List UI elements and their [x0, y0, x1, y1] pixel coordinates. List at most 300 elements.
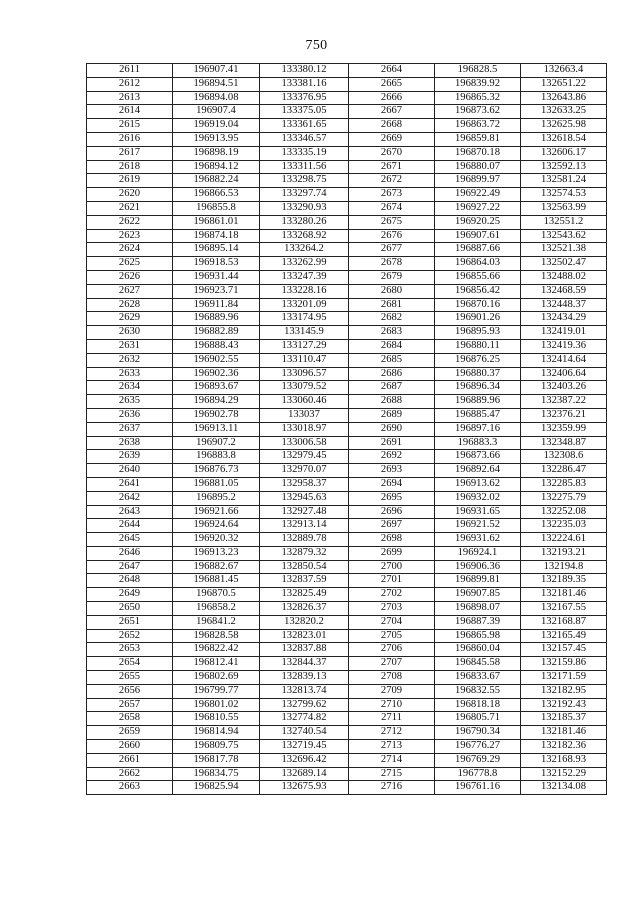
- y-coordinate-left-cell: 133376.95: [260, 91, 349, 105]
- x-coordinate-right-cell: 196833.67: [435, 671, 521, 685]
- point-number-left-cell: 2625: [87, 257, 173, 271]
- x-coordinate-right-cell: 196828.5: [435, 64, 521, 78]
- point-number-left-cell: 2619: [87, 174, 173, 188]
- y-coordinate-left-cell: 132719.45: [260, 740, 349, 754]
- point-number-left-cell: 2637: [87, 422, 173, 436]
- point-number-right-cell: 2674: [349, 201, 435, 215]
- y-coordinate-right-cell: 132574.53: [521, 188, 607, 202]
- point-number-left-cell: 2618: [87, 160, 173, 174]
- x-coordinate-right-cell: 196790.34: [435, 726, 521, 740]
- x-coordinate-left-cell: 196834.75: [173, 767, 260, 781]
- y-coordinate-right-cell: 132168.93: [521, 753, 607, 767]
- x-coordinate-left-cell: 196874.18: [173, 229, 260, 243]
- x-coordinate-right-cell: 196897.16: [435, 422, 521, 436]
- point-number-left-cell: 2630: [87, 326, 173, 340]
- point-number-right-cell: 2710: [349, 698, 435, 712]
- x-coordinate-right-cell: 196922.49: [435, 188, 521, 202]
- y-coordinate-left-cell: 132837.88: [260, 643, 349, 657]
- point-number-left-cell: 2634: [87, 381, 173, 395]
- table-row: [87, 284, 607, 298]
- point-number-left-cell: 2631: [87, 339, 173, 353]
- point-number-right-cell: 2664: [349, 64, 435, 78]
- y-coordinate-left-cell: 133268.92: [260, 229, 349, 243]
- point-number-right-cell: 2716: [349, 781, 435, 795]
- point-number-left-cell: 2623: [87, 229, 173, 243]
- point-number-left-cell: 2632: [87, 353, 173, 367]
- table-row: [87, 132, 607, 146]
- x-coordinate-right-cell: 196860.04: [435, 643, 521, 657]
- y-coordinate-left-cell: 132799.62: [260, 698, 349, 712]
- y-coordinate-right-cell: 132192.43: [521, 698, 607, 712]
- x-coordinate-left-cell: 196876.73: [173, 464, 260, 478]
- table-row: [87, 588, 607, 602]
- point-number-right-cell: 2675: [349, 215, 435, 229]
- point-number-right-cell: 2683: [349, 326, 435, 340]
- table-row: [87, 339, 607, 353]
- x-coordinate-left-cell: 196913.11: [173, 422, 260, 436]
- x-coordinate-right-cell: 196883.3: [435, 436, 521, 450]
- table-row: [87, 77, 607, 91]
- y-coordinate-right-cell: 132152.29: [521, 767, 607, 781]
- y-coordinate-right-cell: 132406.64: [521, 367, 607, 381]
- y-coordinate-left-cell: 132879.32: [260, 546, 349, 560]
- table-row: [87, 726, 607, 740]
- y-coordinate-right-cell: 132193.21: [521, 546, 607, 560]
- point-number-right-cell: 2695: [349, 491, 435, 505]
- y-coordinate-left-cell: 133361.65: [260, 119, 349, 133]
- x-coordinate-left-cell: 196855.8: [173, 201, 260, 215]
- point-number-left-cell: 2633: [87, 367, 173, 381]
- point-number-right-cell: 2666: [349, 91, 435, 105]
- table-row: [87, 753, 607, 767]
- y-coordinate-left-cell: 133006.58: [260, 436, 349, 450]
- point-number-left-cell: 2615: [87, 119, 173, 133]
- y-coordinate-right-cell: 132633.25: [521, 105, 607, 119]
- y-coordinate-left-cell: 133298.75: [260, 174, 349, 188]
- table-row: [87, 602, 607, 616]
- y-coordinate-left-cell: 132889.78: [260, 533, 349, 547]
- x-coordinate-right-cell: 196818.18: [435, 698, 521, 712]
- y-coordinate-right-cell: 132181.46: [521, 588, 607, 602]
- y-coordinate-right-cell: 132625.98: [521, 119, 607, 133]
- point-number-right-cell: 2700: [349, 560, 435, 574]
- x-coordinate-right-cell: 196931.65: [435, 505, 521, 519]
- point-number-left-cell: 2621: [87, 201, 173, 215]
- point-number-right-cell: 2696: [349, 505, 435, 519]
- y-coordinate-right-cell: 132448.37: [521, 298, 607, 312]
- x-coordinate-right-cell: 196887.39: [435, 615, 521, 629]
- x-coordinate-left-cell: 196895.2: [173, 491, 260, 505]
- x-coordinate-right-cell: 196927.22: [435, 201, 521, 215]
- y-coordinate-left-cell: 132837.59: [260, 574, 349, 588]
- point-number-left-cell: 2612: [87, 77, 173, 91]
- y-coordinate-right-cell: 132663.4: [521, 64, 607, 78]
- y-coordinate-left-cell: 133311.56: [260, 160, 349, 174]
- point-number-right-cell: 2699: [349, 546, 435, 560]
- point-number-left-cell: 2614: [87, 105, 173, 119]
- x-coordinate-left-cell: 196894.51: [173, 77, 260, 91]
- point-number-left-cell: 2617: [87, 146, 173, 160]
- point-number-left-cell: 2658: [87, 712, 173, 726]
- x-coordinate-left-cell: 196902.78: [173, 408, 260, 422]
- x-coordinate-right-cell: 196761.16: [435, 781, 521, 795]
- y-coordinate-right-cell: 132185.37: [521, 712, 607, 726]
- x-coordinate-right-cell: 196870.18: [435, 146, 521, 160]
- table-row: [87, 671, 607, 685]
- point-number-left-cell: 2628: [87, 298, 173, 312]
- point-number-right-cell: 2693: [349, 464, 435, 478]
- table-row: [87, 64, 607, 78]
- y-coordinate-left-cell: 132945.63: [260, 491, 349, 505]
- y-coordinate-right-cell: 132606.17: [521, 146, 607, 160]
- x-coordinate-left-cell: 196889.96: [173, 312, 260, 326]
- x-coordinate-right-cell: 196880.11: [435, 339, 521, 353]
- x-coordinate-left-cell: 196882.89: [173, 326, 260, 340]
- x-coordinate-left-cell: 196920.32: [173, 533, 260, 547]
- y-coordinate-right-cell: 132488.02: [521, 270, 607, 284]
- y-coordinate-left-cell: 133145.9: [260, 326, 349, 340]
- page-number: 750: [305, 38, 328, 53]
- y-coordinate-left-cell: 133264.2: [260, 243, 349, 257]
- y-coordinate-right-cell: 132286.47: [521, 464, 607, 478]
- x-coordinate-left-cell: 196870.5: [173, 588, 260, 602]
- point-number-right-cell: 2688: [349, 395, 435, 409]
- y-coordinate-left-cell: 133335.19: [260, 146, 349, 160]
- table-row: [87, 367, 607, 381]
- table-row: [87, 546, 607, 560]
- x-coordinate-left-cell: 196893.67: [173, 381, 260, 395]
- point-number-right-cell: 2672: [349, 174, 435, 188]
- point-number-right-cell: 2669: [349, 132, 435, 146]
- point-number-right-cell: 2692: [349, 450, 435, 464]
- x-coordinate-right-cell: 196924.1: [435, 546, 521, 560]
- point-number-right-cell: 2709: [349, 684, 435, 698]
- y-coordinate-left-cell: 133381.16: [260, 77, 349, 91]
- point-number-left-cell: 2654: [87, 657, 173, 671]
- coordinates-table-body: [87, 64, 607, 795]
- x-coordinate-right-cell: 196805.71: [435, 712, 521, 726]
- x-coordinate-left-cell: 196921.66: [173, 505, 260, 519]
- x-coordinate-right-cell: 196896.34: [435, 381, 521, 395]
- point-number-left-cell: 2651: [87, 615, 173, 629]
- y-coordinate-right-cell: 132224.61: [521, 533, 607, 547]
- point-number-left-cell: 2641: [87, 477, 173, 491]
- x-coordinate-left-cell: 196907.41: [173, 64, 260, 78]
- table-row: [87, 215, 607, 229]
- point-number-right-cell: 2701: [349, 574, 435, 588]
- x-coordinate-left-cell: 196907.4: [173, 105, 260, 119]
- x-coordinate-right-cell: 196887.66: [435, 243, 521, 257]
- x-coordinate-right-cell: 196913.62: [435, 477, 521, 491]
- x-coordinate-left-cell: 196919.04: [173, 119, 260, 133]
- y-coordinate-left-cell: 133018.97: [260, 422, 349, 436]
- x-coordinate-right-cell: 196898.07: [435, 602, 521, 616]
- table-row: [87, 201, 607, 215]
- x-coordinate-left-cell: 196802.69: [173, 671, 260, 685]
- y-coordinate-left-cell: 132850.54: [260, 560, 349, 574]
- point-number-left-cell: 2622: [87, 215, 173, 229]
- table-row: [87, 436, 607, 450]
- x-coordinate-left-cell: 196858.2: [173, 602, 260, 616]
- x-coordinate-left-cell: 196911.84: [173, 298, 260, 312]
- y-coordinate-right-cell: 132414.64: [521, 353, 607, 367]
- x-coordinate-left-cell: 196918.53: [173, 257, 260, 271]
- x-coordinate-left-cell: 196894.29: [173, 395, 260, 409]
- point-number-right-cell: 2703: [349, 602, 435, 616]
- y-coordinate-right-cell: 132651.22: [521, 77, 607, 91]
- table-row: [87, 464, 607, 478]
- table-row: [87, 243, 607, 257]
- table-row: [87, 381, 607, 395]
- x-coordinate-right-cell: 196931.62: [435, 533, 521, 547]
- table-row: [87, 229, 607, 243]
- y-coordinate-left-cell: 133174.95: [260, 312, 349, 326]
- y-coordinate-right-cell: 132275.79: [521, 491, 607, 505]
- point-number-left-cell: 2647: [87, 560, 173, 574]
- y-coordinate-left-cell: 132696.42: [260, 753, 349, 767]
- y-coordinate-right-cell: 132403.26: [521, 381, 607, 395]
- y-coordinate-right-cell: 132165.49: [521, 629, 607, 643]
- y-coordinate-right-cell: 132643.86: [521, 91, 607, 105]
- y-coordinate-right-cell: 132167.55: [521, 602, 607, 616]
- table-row: [87, 91, 607, 105]
- y-coordinate-left-cell: 133096.57: [260, 367, 349, 381]
- point-number-right-cell: 2667: [349, 105, 435, 119]
- table-row: [87, 146, 607, 160]
- point-number-left-cell: 2613: [87, 91, 173, 105]
- x-coordinate-right-cell: 196907.85: [435, 588, 521, 602]
- x-coordinate-left-cell: 196882.24: [173, 174, 260, 188]
- y-coordinate-right-cell: 132168.87: [521, 615, 607, 629]
- point-number-left-cell: 2645: [87, 533, 173, 547]
- x-coordinate-right-cell: 196889.96: [435, 395, 521, 409]
- point-number-left-cell: 2640: [87, 464, 173, 478]
- table-row: [87, 119, 607, 133]
- point-number-right-cell: 2684: [349, 339, 435, 353]
- point-number-right-cell: 2698: [349, 533, 435, 547]
- x-coordinate-right-cell: 196864.03: [435, 257, 521, 271]
- point-number-right-cell: 2678: [349, 257, 435, 271]
- x-coordinate-left-cell: 196841.2: [173, 615, 260, 629]
- point-number-left-cell: 2635: [87, 395, 173, 409]
- x-coordinate-right-cell: 196776.27: [435, 740, 521, 754]
- point-number-left-cell: 2652: [87, 629, 173, 643]
- x-coordinate-right-cell: 196839.92: [435, 77, 521, 91]
- point-number-right-cell: 2704: [349, 615, 435, 629]
- point-number-right-cell: 2680: [349, 284, 435, 298]
- point-number-left-cell: 2626: [87, 270, 173, 284]
- y-coordinate-right-cell: 132134.08: [521, 781, 607, 795]
- x-coordinate-left-cell: 196883.8: [173, 450, 260, 464]
- x-coordinate-right-cell: 196863.72: [435, 119, 521, 133]
- point-number-right-cell: 2691: [349, 436, 435, 450]
- point-number-left-cell: 2656: [87, 684, 173, 698]
- point-number-right-cell: 2694: [349, 477, 435, 491]
- y-coordinate-right-cell: 132434.29: [521, 312, 607, 326]
- x-coordinate-left-cell: 196812.41: [173, 657, 260, 671]
- table-row: [87, 519, 607, 533]
- x-coordinate-right-cell: 196907.61: [435, 229, 521, 243]
- y-coordinate-right-cell: 132182.36: [521, 740, 607, 754]
- point-number-right-cell: 2676: [349, 229, 435, 243]
- coordinates-table: [86, 63, 607, 795]
- point-number-right-cell: 2665: [349, 77, 435, 91]
- point-number-left-cell: 2649: [87, 588, 173, 602]
- y-coordinate-right-cell: 132308.6: [521, 450, 607, 464]
- x-coordinate-left-cell: 196814.94: [173, 726, 260, 740]
- table-row: [87, 395, 607, 409]
- y-coordinate-left-cell: 132826.37: [260, 602, 349, 616]
- x-coordinate-left-cell: 196924.64: [173, 519, 260, 533]
- point-number-left-cell: 2660: [87, 740, 173, 754]
- table-row: [87, 505, 607, 519]
- point-number-right-cell: 2697: [349, 519, 435, 533]
- table-row: [87, 257, 607, 271]
- table-row: [87, 188, 607, 202]
- x-coordinate-left-cell: 196898.19: [173, 146, 260, 160]
- point-number-left-cell: 2629: [87, 312, 173, 326]
- y-coordinate-right-cell: 132285.83: [521, 477, 607, 491]
- x-coordinate-right-cell: 196932.02: [435, 491, 521, 505]
- y-coordinate-left-cell: 133346.57: [260, 132, 349, 146]
- x-coordinate-left-cell: 196902.55: [173, 353, 260, 367]
- point-number-right-cell: 2715: [349, 767, 435, 781]
- x-coordinate-right-cell: 196769.29: [435, 753, 521, 767]
- table-row: [87, 712, 607, 726]
- x-coordinate-left-cell: 196881.05: [173, 477, 260, 491]
- y-coordinate-left-cell: 132675.93: [260, 781, 349, 795]
- x-coordinate-left-cell: 196888.43: [173, 339, 260, 353]
- x-coordinate-right-cell: 196895.93: [435, 326, 521, 340]
- x-coordinate-left-cell: 196799.77: [173, 684, 260, 698]
- y-coordinate-left-cell: 132825.49: [260, 588, 349, 602]
- x-coordinate-left-cell: 196881.45: [173, 574, 260, 588]
- x-coordinate-right-cell: 196920.25: [435, 215, 521, 229]
- table-row: [87, 408, 607, 422]
- x-coordinate-right-cell: 196899.81: [435, 574, 521, 588]
- y-coordinate-left-cell: 132979.45: [260, 450, 349, 464]
- point-number-right-cell: 2712: [349, 726, 435, 740]
- x-coordinate-right-cell: 196855.66: [435, 270, 521, 284]
- point-number-left-cell: 2639: [87, 450, 173, 464]
- x-coordinate-left-cell: 196882.67: [173, 560, 260, 574]
- y-coordinate-left-cell: 133037: [260, 408, 349, 422]
- x-coordinate-left-cell: 196931.44: [173, 270, 260, 284]
- x-coordinate-left-cell: 196809.75: [173, 740, 260, 754]
- table-row: [87, 643, 607, 657]
- y-coordinate-right-cell: 132387.22: [521, 395, 607, 409]
- table-row: [87, 698, 607, 712]
- table-row: [87, 326, 607, 340]
- point-number-right-cell: 2686: [349, 367, 435, 381]
- point-number-left-cell: 2636: [87, 408, 173, 422]
- y-coordinate-left-cell: 132820.2: [260, 615, 349, 629]
- x-coordinate-right-cell: 196856.42: [435, 284, 521, 298]
- table-row: [87, 422, 607, 436]
- x-coordinate-left-cell: 196817.78: [173, 753, 260, 767]
- table-row: [87, 160, 607, 174]
- point-number-left-cell: 2662: [87, 767, 173, 781]
- y-coordinate-left-cell: 133201.09: [260, 298, 349, 312]
- x-coordinate-left-cell: 196861.01: [173, 215, 260, 229]
- point-number-right-cell: 2670: [349, 146, 435, 160]
- x-coordinate-left-cell: 196913.95: [173, 132, 260, 146]
- x-coordinate-right-cell: 196921.52: [435, 519, 521, 533]
- table-row: [87, 560, 607, 574]
- point-number-right-cell: 2673: [349, 188, 435, 202]
- point-number-right-cell: 2714: [349, 753, 435, 767]
- point-number-left-cell: 2620: [87, 188, 173, 202]
- point-number-left-cell: 2644: [87, 519, 173, 533]
- y-coordinate-left-cell: 133228.16: [260, 284, 349, 298]
- y-coordinate-right-cell: 132419.01: [521, 326, 607, 340]
- point-number-left-cell: 2643: [87, 505, 173, 519]
- y-coordinate-right-cell: 132194.8: [521, 560, 607, 574]
- table-row: [87, 657, 607, 671]
- y-coordinate-left-cell: 132970.07: [260, 464, 349, 478]
- y-coordinate-right-cell: 132359.99: [521, 422, 607, 436]
- point-number-right-cell: 2708: [349, 671, 435, 685]
- x-coordinate-right-cell: 196778.8: [435, 767, 521, 781]
- y-coordinate-left-cell: 132774.82: [260, 712, 349, 726]
- x-coordinate-left-cell: 196825.94: [173, 781, 260, 795]
- x-coordinate-left-cell: 196866.53: [173, 188, 260, 202]
- point-number-left-cell: 2650: [87, 602, 173, 616]
- x-coordinate-left-cell: 196828.58: [173, 629, 260, 643]
- x-coordinate-left-cell: 196913.23: [173, 546, 260, 560]
- table-row: [87, 533, 607, 547]
- x-coordinate-left-cell: 196894.12: [173, 160, 260, 174]
- x-coordinate-right-cell: 196873.66: [435, 450, 521, 464]
- point-number-right-cell: 2689: [349, 408, 435, 422]
- y-coordinate-left-cell: 133375.05: [260, 105, 349, 119]
- point-number-left-cell: 2648: [87, 574, 173, 588]
- point-number-right-cell: 2713: [349, 740, 435, 754]
- point-number-left-cell: 2659: [87, 726, 173, 740]
- x-coordinate-right-cell: 196885.47: [435, 408, 521, 422]
- table-row: [87, 270, 607, 284]
- y-coordinate-left-cell: 133297.74: [260, 188, 349, 202]
- y-coordinate-left-cell: 133127.29: [260, 339, 349, 353]
- y-coordinate-right-cell: 132563.99: [521, 201, 607, 215]
- table-row: [87, 740, 607, 754]
- x-coordinate-right-cell: 196899.97: [435, 174, 521, 188]
- table-row: [87, 574, 607, 588]
- table-row: [87, 477, 607, 491]
- y-coordinate-left-cell: 132813.74: [260, 684, 349, 698]
- table-row: [87, 491, 607, 505]
- point-number-left-cell: 2646: [87, 546, 173, 560]
- point-number-left-cell: 2657: [87, 698, 173, 712]
- x-coordinate-right-cell: 196873.62: [435, 105, 521, 119]
- y-coordinate-right-cell: 132502.47: [521, 257, 607, 271]
- table-row: [87, 767, 607, 781]
- x-coordinate-right-cell: 196876.25: [435, 353, 521, 367]
- point-number-right-cell: 2677: [349, 243, 435, 257]
- x-coordinate-right-cell: 196892.64: [435, 464, 521, 478]
- y-coordinate-left-cell: 133247.39: [260, 270, 349, 284]
- x-coordinate-right-cell: 196870.16: [435, 298, 521, 312]
- point-number-left-cell: 2655: [87, 671, 173, 685]
- y-coordinate-left-cell: 132927.48: [260, 505, 349, 519]
- y-coordinate-left-cell: 132823.01: [260, 629, 349, 643]
- y-coordinate-left-cell: 133262.99: [260, 257, 349, 271]
- point-number-left-cell: 2661: [87, 753, 173, 767]
- point-number-left-cell: 2653: [87, 643, 173, 657]
- x-coordinate-right-cell: 196859.81: [435, 132, 521, 146]
- table-row: [87, 353, 607, 367]
- y-coordinate-right-cell: 132419.36: [521, 339, 607, 353]
